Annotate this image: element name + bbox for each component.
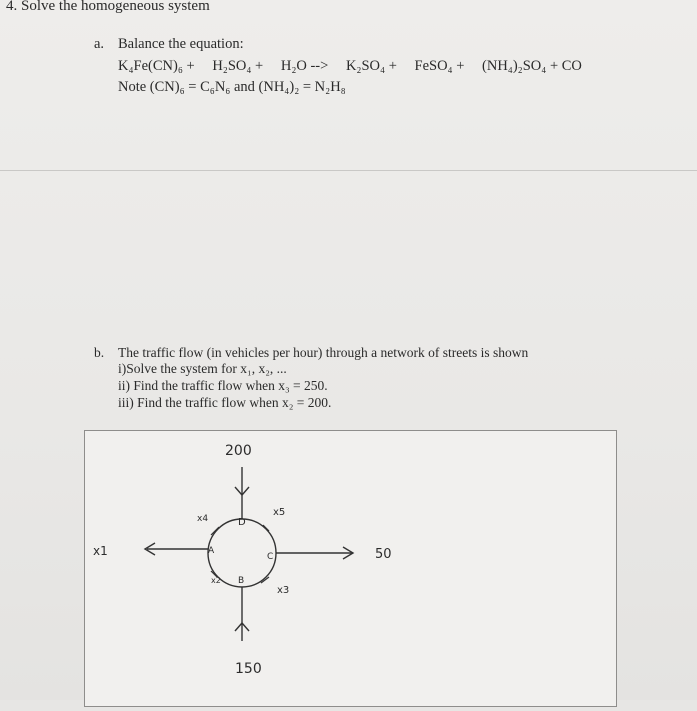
equation-term: H₂O --> xyxy=(280,58,329,74)
flow-label-x5: x5 xyxy=(273,507,286,518)
part-b-prompt-line xyxy=(94,344,528,361)
node-label-a: A xyxy=(208,546,215,556)
traffic-network-svg xyxy=(85,431,616,706)
traffic-network-diagram xyxy=(84,430,617,707)
flow-arrow-icon xyxy=(263,525,269,531)
left-flow-label: x1 xyxy=(93,544,108,558)
part-a-prompt: Balance the equation: xyxy=(118,36,244,52)
flow-label-x4: x4 xyxy=(197,514,209,524)
section-divider xyxy=(0,170,697,171)
equation-term: H₂SO₄ + xyxy=(212,58,264,74)
part-b-prompt: The traffic flow (in vehicles per hour) through a network of streets is shown xyxy=(118,345,529,360)
flow-label-x2: x2 xyxy=(211,576,221,585)
flow-label-x3: x3 xyxy=(277,585,290,596)
part-a-prompt-line xyxy=(94,34,244,54)
part-a-label: a. xyxy=(94,36,105,52)
node-label-b: B xyxy=(238,576,245,586)
top-flow-value: 200 xyxy=(225,443,252,459)
part-b-label: b. xyxy=(94,345,105,360)
equation-note: Note (CN)₆ = C₆N₆ and (NH₄)₂ = N₂H₈ xyxy=(118,79,346,95)
equation-term: FeSO₄ + xyxy=(414,58,465,74)
equation-term: (NH₄)₂SO₄ + CO xyxy=(482,58,582,74)
question-title: 4. Solve the homogeneous system xyxy=(6,0,210,14)
node-label-c: C xyxy=(267,552,274,562)
part-b-item-1: i)Solve the system for x₁, x₂, ... xyxy=(118,361,287,376)
equation-term: K₄Fe(CN)₆ + xyxy=(118,58,195,74)
part-b-item-2: ii) Find the traffic flow when x₃ = 250. xyxy=(118,378,328,393)
part-b-item-3: iii) Find the traffic flow when x₂ = 200. xyxy=(118,395,332,410)
right-flow-value: 50 xyxy=(375,547,392,562)
flow-arrow-icon xyxy=(211,527,219,535)
node-label-d: D xyxy=(238,517,246,528)
chemical-equation xyxy=(118,58,596,75)
bottom-flow-value: 150 xyxy=(235,661,262,677)
equation-term: K₂SO₄ + xyxy=(345,58,397,74)
